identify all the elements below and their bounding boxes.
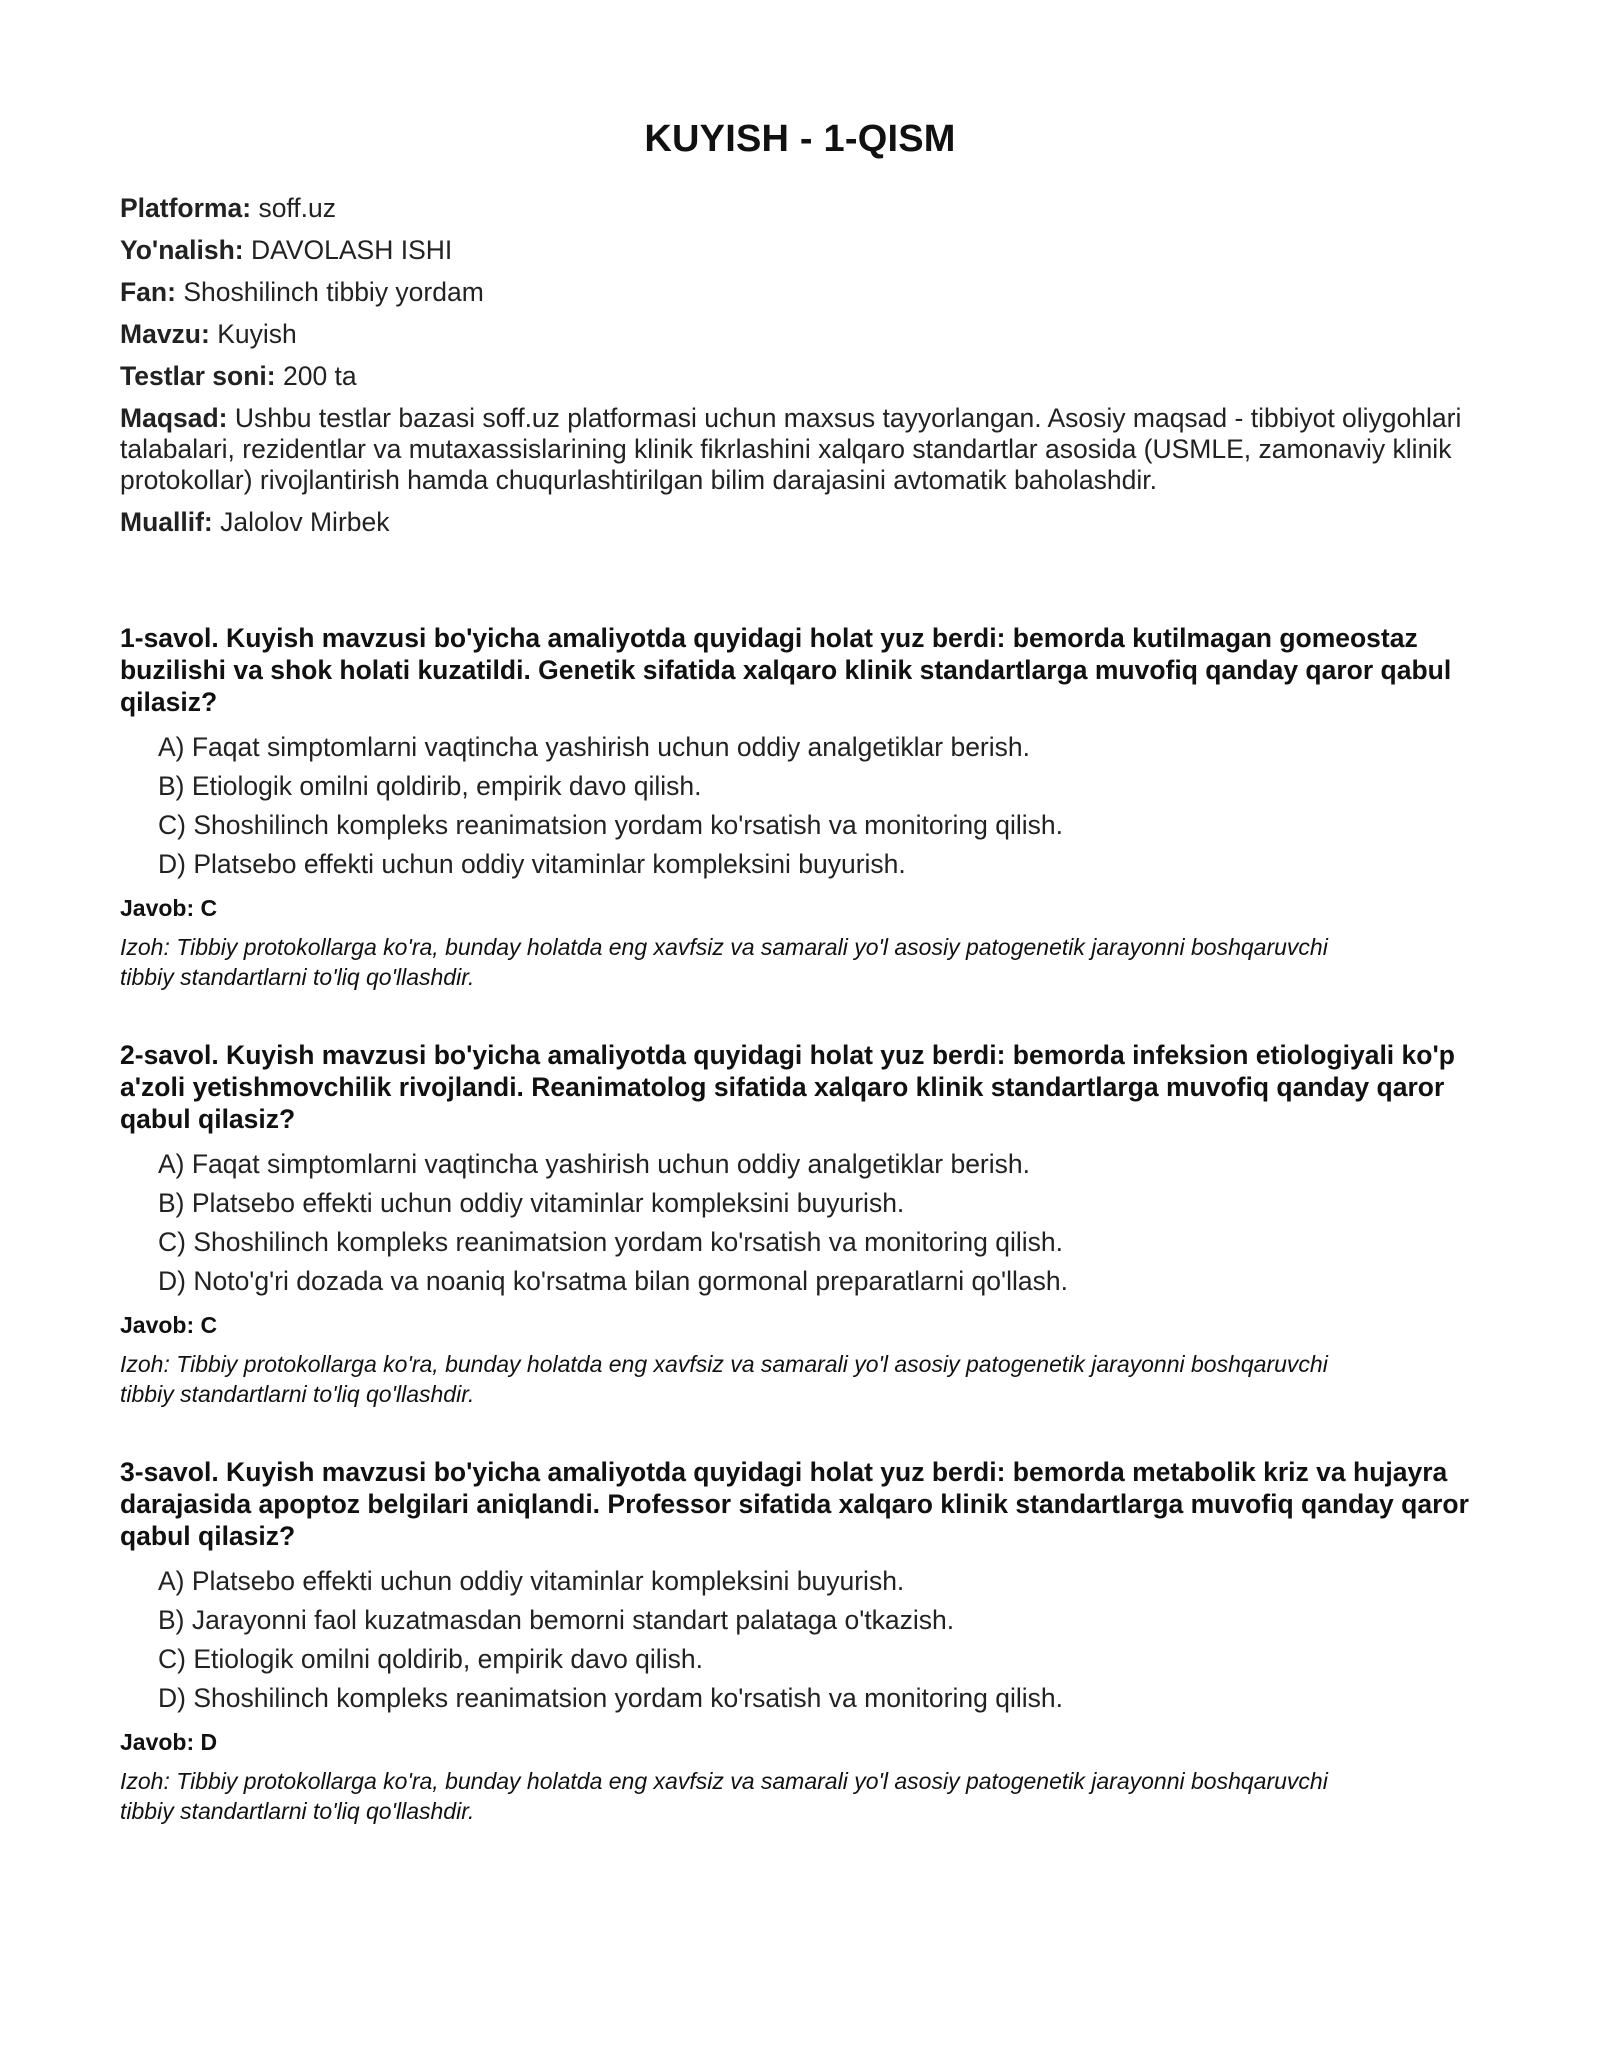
answer: Javob: C [120,895,218,921]
meta-platform-label: Platforma: [120,193,252,223]
meta-topic-label: Mavzu: [120,319,210,349]
meta-topic-value: Kuyish [217,319,297,349]
option-c: C) Shoshilinch kompleks reanimatsion yordam ko'rsatish va monitoring qilish. [158,1227,1063,1257]
meta-subject [120,277,1480,308]
meta-purpose [120,403,1480,496]
meta-direction-value: DAVOLASH ISHI [250,235,453,265]
answer: Javob: C [120,1312,218,1338]
meta-test-count [120,361,1480,392]
option-b: B) Platsebo effekti uchun oddiy vitaminlar kompleksini buyurish. [158,1188,905,1218]
option-c: C) Shoshilinch kompleks reanimatsion yordam ko'rsatish va monitoring qilish. [158,810,1063,840]
meta-purpose-value: Ushbu testlar bazasi soff.uz platformasi uchun maxsus tayyorlangan. Asosiy maqsad - tibbiyot oliygohlari talabalari, rezidentlar va mutaxassislarining klinik fikrlashini xalqaro standartlar asosida (USMLE, zamonaviy klinik protokollar) rivojlantirish hamda chuqurlashtirilgan bilim darajasini avtomatik baholashdir. [120,403,1462,495]
option-d: D) Shoshilinch kompleks reanimatsion yordam ko'rsatish va monitoring qilish. [158,1683,1063,1713]
meta-author-label: Muallif: [120,507,213,537]
metadata-block [120,193,1480,538]
options-list [120,732,1480,880]
explanation: Izoh: Tibbiy protokollarga ko'ra, bunday holatda eng xavfsiz va samarali yo'l asosiy patogenetik jarayonni boshqaruvchi tibbiy standartlarni to'liq qo'llashdir. [120,934,1328,990]
meta-platform [120,193,1480,224]
option-a: A) Platsebo effekti uchun oddiy vitaminlar kompleksini buyurish. [158,1566,905,1596]
meta-direction-label: Yo'nalish: [120,235,244,265]
option-a: A) Faqat simptomlarni vaqtincha yashirish uchun oddiy analgetiklar berish. [158,1149,1030,1179]
option-d: D) Noto'g'ri dozada va noaniq ko'rsatma bilan gormonal preparatlarni qo'llash. [158,1266,1068,1296]
meta-author [120,507,1480,538]
option-a: A) Faqat simptomlarni vaqtincha yashirish uchun oddiy analgetiklar berish. [158,732,1030,762]
option-b: B) Jarayonni faol kuzatmasdan bemorni standart palataga o'tkazish. [158,1605,955,1635]
option-d: D) Platsebo effekti uchun oddiy vitaminlar kompleksini buyurish. [158,849,906,879]
explanation: Izoh: Tibbiy protokollarga ko'ra, bunday holatda eng xavfsiz va samarali yo'l asosiy patogenetik jarayonni boshqaruvchi tibbiy standartlarni to'liq qo'llashdir. [120,1768,1328,1824]
question-2 [120,1039,1480,1409]
options-list [120,1566,1480,1714]
meta-direction [120,235,1480,266]
options-list [120,1149,1480,1297]
questions-list [120,622,1480,1826]
question-text: 2-savol. Kuyish mavzusi bo'yicha amaliyotda quyidagi holat yuz berdi: bemorda infeksion etiologiyali ko'p a'zoli yetishmovchilik rivojlandi. Reanimatolog sifatida xalqaro klinik standartlarga muvofiq qanday qaror qabul qilasiz? [120,1040,1455,1134]
answer: Javob: D [120,1729,218,1755]
meta-subject-value: Shoshilinch tibbiy yordam [183,277,484,307]
option-c: C) Etiologik omilni qoldirib, empirik davo qilish. [158,1644,703,1674]
meta-topic [120,319,1480,350]
explanation: Izoh: Tibbiy protokollarga ko'ra, bunday holatda eng xavfsiz va samarali yo'l asosiy patogenetik jarayonni boshqaruvchi tibbiy standartlarni to'liq qo'llashdir. [120,1351,1328,1407]
meta-subject-label: Fan: [120,277,176,307]
question-text: 3-savol. Kuyish mavzusi bo'yicha amaliyotda quyidagi holat yuz berdi: bemorda metabolik kriz va hujayra darajasida apoptoz belgilari aniqlandi. Professor sifatida xalqaro klinik standartlarga muvofiq qanday qaror qabul qilasiz? [120,1457,1469,1551]
meta-test-count-label: Testlar soni: [120,361,276,391]
meta-test-count-value: 200 ta [282,361,357,391]
meta-platform-value: soff.uz [258,193,337,223]
question-1 [120,622,1480,992]
option-b: B) Etiologik omilni qoldirib, empirik davo qilish. [158,771,702,801]
meta-author-value: Jalolov Mirbek [220,507,390,537]
question-3 [120,1456,1480,1826]
document-title: KUYISH - 1-QISM [644,118,956,160]
question-text: 1-savol. Kuyish mavzusi bo'yicha amaliyotda quyidagi holat yuz berdi: bemorda kutilmagan gomeostaz buzilishi va shok holati kuzatildi. Genetik sifatida xalqaro klinik standartlarga muvofiq qanday qaror qabul qilasiz? [120,623,1452,717]
meta-purpose-label: Maqsad: [120,403,228,433]
